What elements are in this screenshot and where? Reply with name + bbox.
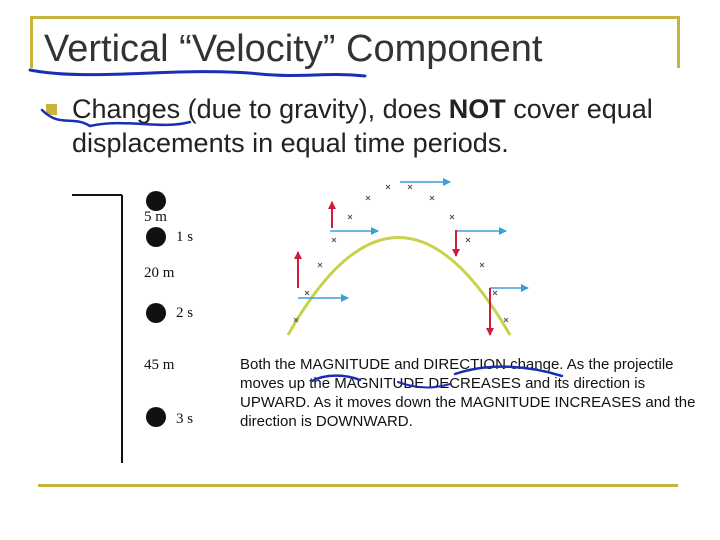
projectile-figure [270, 170, 530, 345]
frame-top-line [30, 16, 680, 19]
frame-left-line [30, 16, 33, 68]
distance-label-20m: 20 m [144, 265, 175, 281]
ball-3s [146, 407, 166, 427]
bullet-text-bold: NOT [448, 94, 506, 124]
caption-text: Both the MAGNITUDE and DIRECTION change. As the projectile moves up the MAGNITUDE DECREASES and its direction is UPWARD. As it moves down the MAGNITUDE INCREASES and the direction is DOWNWARD. [240, 356, 696, 430]
ball-1s [146, 227, 166, 247]
trajectory-x-markers [294, 185, 508, 322]
frame-bottom-line [38, 484, 678, 487]
time-label-1s: 1 s [176, 229, 194, 245]
frame-right-line [677, 16, 680, 68]
ball-start [146, 191, 166, 211]
distance-label-5m: 5 m [144, 209, 167, 225]
bullet-text [72, 92, 692, 160]
time-label-3s: 3 s [176, 411, 194, 427]
free-fall-figure [64, 175, 214, 465]
bullet-text-pre: Changes (due to gravity), does [72, 94, 449, 124]
projectile-drawing [270, 170, 530, 345]
time-label-2s: 2 s [176, 305, 194, 321]
bullet-icon [46, 104, 57, 115]
bullet-text-post: cover equal displacements in equal time periods. [72, 94, 653, 158]
distance-label-45m: 45 m [144, 357, 175, 373]
ball-2s [146, 303, 166, 323]
slide-title: Vertical “Velocity” Component [44, 28, 543, 70]
trajectory-curve [288, 238, 510, 336]
